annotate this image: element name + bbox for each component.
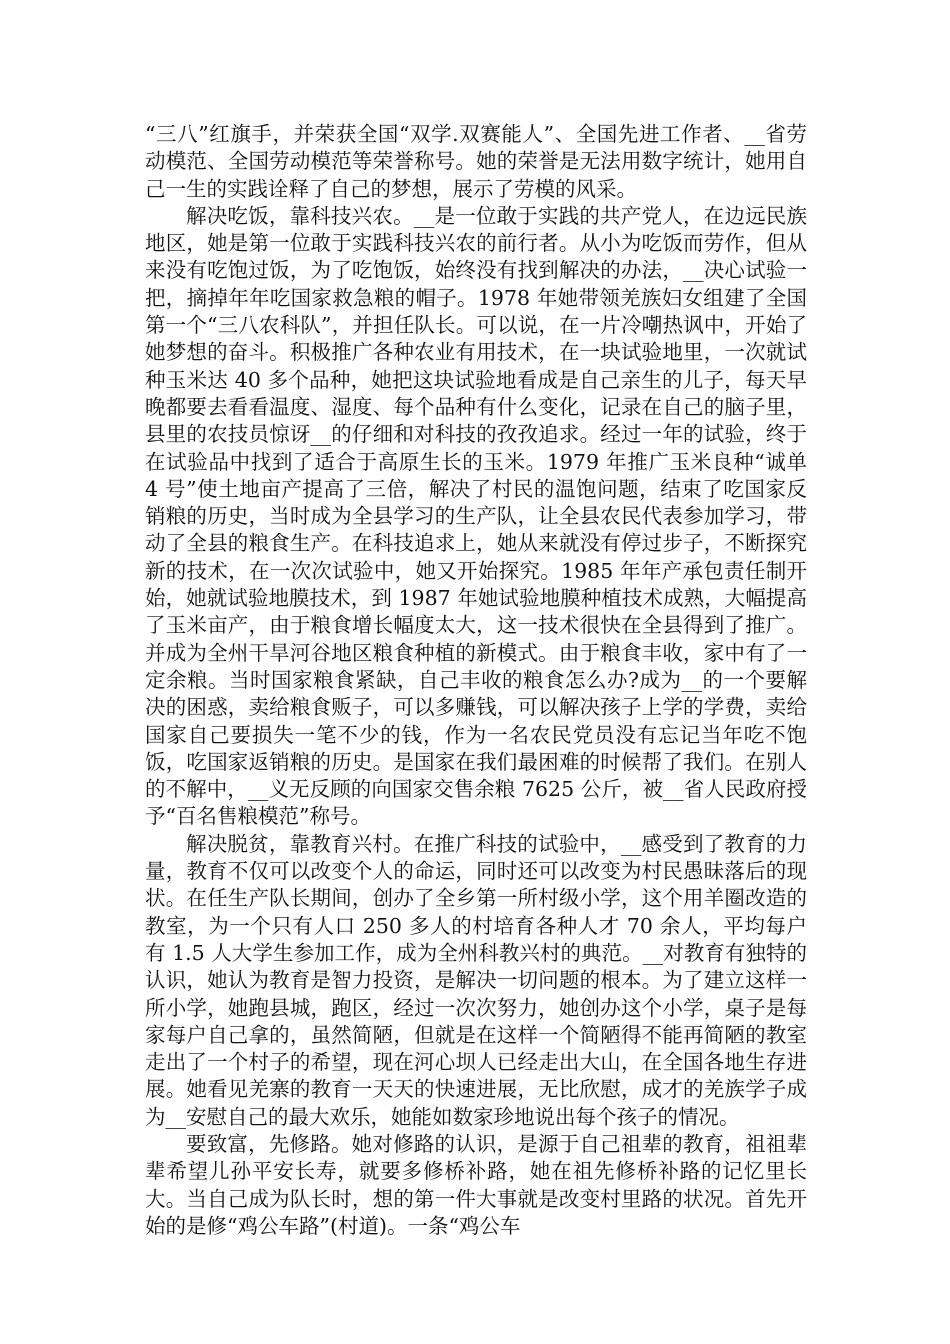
paragraph-honors: “三八”红旗手，并荣获全国“双学.双赛能人”、全国先进工作者、__省劳动模范、全国劳动模范等荣誉称号。她的荣誉是无法用数字统计，她用自己一生的实践诠释了自己的梦想，展示了劳模的风采。 [145, 122, 807, 201]
paragraph-technology-farming: 解决吃饭，靠科技兴农。__是一位敢于实践的共产党人，在边远民族地区，她是第一位敢于实践科技兴农的前行者。从小为吃饭而劳作，但从来没有吃饱过饭，为了吃饱饭，始终没有找到解决的办法，__决心试验一把，摘掉年年吃国家救急粮的帽子。1978 年她带领羌族妇女组建了全国第一个“三八农科队”，并担任队长。可以说，在一片冷嘲热讽中，开始了她梦想的奋斗。积极推广各种农业有用技术，在一块试验地里，一次就试种玉米达 40 多个品种，她把这块试验地看成是自己亲生的儿子，每天早晚都要去看看温度、湿度、每个品种有什么变化，记录在自己的脑子里，县里的农技员惊讶__的仔细和对科技的孜孜追求。经过一年的试验，终于在试验品中找到了适合于高原生长的玉米。1979 年推广玉米良种“诚单 4 号”使土地亩产提高了三倍，解决了村民的温饱问题，结束了吃国家反销粮的历史，当时成为全县学习的生产队，让全县农民代表参加学习，带动了全县的粮食生产。在科技追求上，她从来就没有停过步子，不断探究新的技术，在一次次试验中，她又开始探究。1985 年年产承包责任制开始，她就试验地膜技术，到 1987 年她试验地膜种植技术成熟，大幅提高了玉米亩产，由于粮食增长幅度太大，这一技术很快在全县得到了推广。并成为全州干旱河谷地区粮食种植的新模式。由于粮食丰收，家中有了一定余粮。当时国家粮食紧缺，自己丰收的粮食怎么办?成为__的一个要解决的困惑，卖给粮食贩子，可以多赚钱，可以解决孩子上学的学费，卖给国家自己要损失一笔不少的钱，作为一名农民党员没有忘记当年吃不饱饭，吃国家返销粮的历史。是国家在我们最困难的时候帮了我们。在别人的不解中，__义无反顾的向国家交售余粮 7625 公斤，被__省人民政府授予“百名售粮模范”称号。 [145, 203, 807, 829]
paragraph-education: 解决脱贫，靠教育兴村。在推广科技的试验中，__感受到了教育的力量，教育不仅可以改变个人的命运，同时还可以改变为村民愚昧落后的现状。在任生产队长期间，创办了全乡第一所村级小学，这个用羊圈改造的教室，为一个只有人口 250 多人的村培育各种人才 70 余人，平均每户有 1.5 人大学生参加工作，成为全州科教兴村的典范。__对教育有独特的认识，她认为教育是智力投资，是解决一切问题的根本。为了建立这样一所小学，她跑县城，跑区，经过一次次努力，她创办这个小学，桌子是每家每户自己拿的，虽然简陋，但就是在这样一个简陋得不能再简陋的教室走出了一个村子的希望，现在河心坝人已经走出大山，在全国各地生存进展。她看见羌寨的教育一天天的快速进展，无比欣慰，成才的羌族学子成为__安慰自己的最大欢乐，她能如数家珍地说出每个孩子的情况。 [145, 831, 807, 1129]
document-body [145, 121, 807, 1240]
paragraph-road-building: 要致富，先修路。她对修路的认识，是源于自己祖辈的教育，祖祖辈辈希望儿孙平安长寿，就要多修桥补路，她在祖先修桥补路的记忆里长大。当自己成为队长时，想的第一件大事就是改变村里路的状况。首先开始的是修“鸡公车路”(村道)。一条“鸡公车 [145, 1131, 807, 1238]
